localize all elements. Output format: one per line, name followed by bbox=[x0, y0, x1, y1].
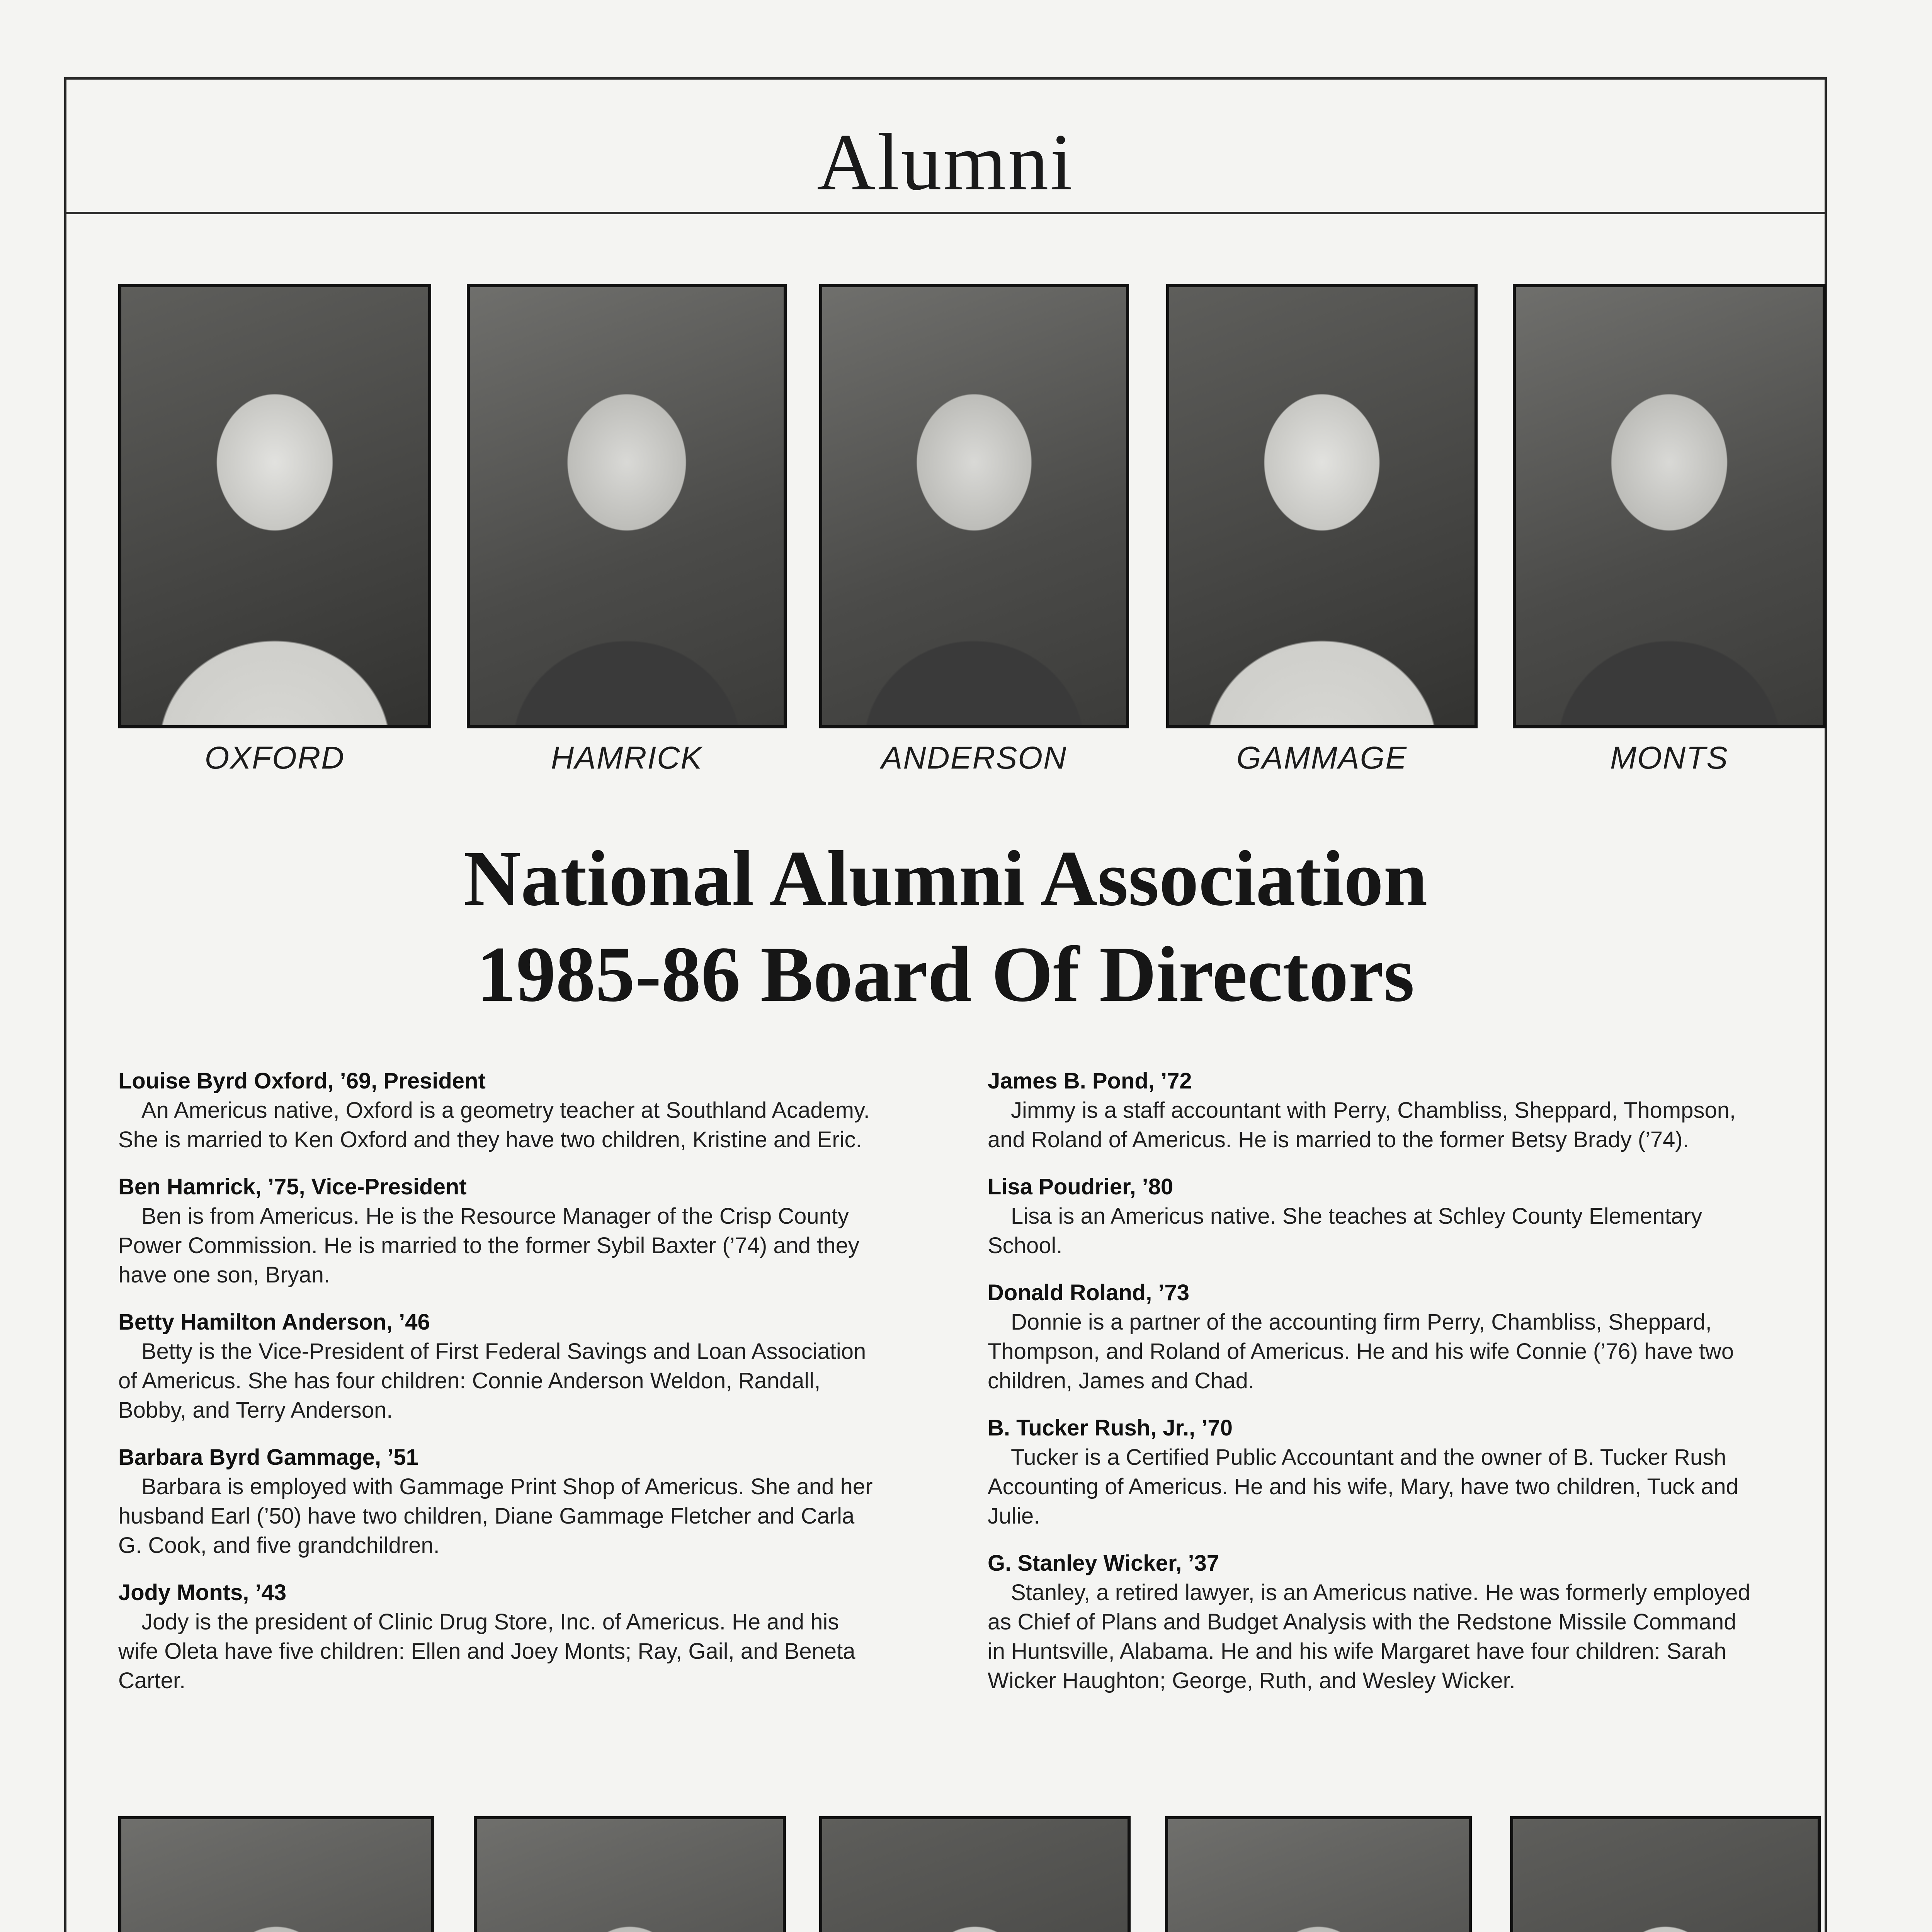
director-name: James B. Pond, ’72 bbox=[988, 1068, 1192, 1094]
director-name: Lisa Poudrier, ’80 bbox=[988, 1174, 1173, 1199]
director-name: Louise Byrd Oxford, ’69, President bbox=[118, 1068, 486, 1094]
portrait-anderson bbox=[819, 284, 1129, 728]
portrait-roland bbox=[819, 1816, 1131, 1932]
portrait-pond bbox=[118, 1816, 434, 1932]
right-column bbox=[988, 1066, 1753, 1713]
director-bio: Tucker is a Certified Public Accountant and the owner of B. Tucker Rush Accounting of Americus. He and his wife, Mary, have two children, Tuck and Julie. bbox=[988, 1445, 1738, 1529]
section-title bbox=[64, 116, 1827, 209]
director-name: Jody Monts, ’43 bbox=[118, 1580, 287, 1605]
director-bio: Lisa is an Americus native. She teaches at Schley County Elementary School. bbox=[988, 1204, 1702, 1258]
headline-line-1: National Alumni Association bbox=[463, 835, 1428, 922]
director-bio: Stanley, a retired lawyer, is an Americus native. He was formerly employed as Chief of Plans and Budget Analysis with the Redstone Missile Command in Huntsville, Alabama. He and his wife Margaret have four children: Sarah Wicker Haughton; George, Ruth, and Wesley Wicker. bbox=[988, 1580, 1750, 1693]
portrait-gammage bbox=[1166, 284, 1478, 728]
portrait-rush bbox=[1165, 1816, 1472, 1932]
director-entry bbox=[118, 1308, 883, 1425]
director-name: G. Stanley Wicker, ’37 bbox=[988, 1551, 1219, 1576]
portrait-oxford bbox=[118, 284, 431, 728]
director-bio: Betty is the Vice-President of First Federal Savings and Loan Association of Americus. She has four children: Connie Anderson Weldon, Randall, Bobby, and Terry Anderson. bbox=[118, 1339, 866, 1423]
photo-label-hamrick: HAMRICK bbox=[551, 740, 703, 776]
director-bio: Donnie is a partner of the accounting firm Perry, Chambliss, Sheppard, Thompson, and Roland of Americus. He and his wife Connie (’76) have two children, James and Chad. bbox=[988, 1310, 1734, 1393]
director-entry bbox=[988, 1172, 1753, 1260]
director-name: Donald Roland, ’73 bbox=[988, 1280, 1190, 1305]
director-name: Barbara Byrd Gammage, ’51 bbox=[118, 1445, 418, 1470]
portrait-monts bbox=[1513, 284, 1826, 728]
director-bio: Jody is the president of Clinic Drug Store, Inc. of Americus. He and his wife Oleta have five children: Ellen and Joey Monts; Ray, Gail, and Beneta Carter. bbox=[118, 1609, 855, 1693]
portrait-wicker bbox=[1510, 1816, 1821, 1932]
director-entry bbox=[988, 1549, 1753, 1696]
portrait-hamrick bbox=[467, 284, 787, 728]
director-entry bbox=[118, 1172, 883, 1290]
photo-label-monts: MONTS bbox=[1610, 740, 1729, 776]
photo-label-oxford: OXFORD bbox=[204, 740, 345, 776]
director-name: Betty Hamilton Anderson, ’46 bbox=[118, 1310, 430, 1335]
director-name: Ben Hamrick, ’75, Vice-President bbox=[118, 1174, 467, 1199]
director-bio: Jimmy is a staff accountant with Perry, Chambliss, Sheppard, Thompson, and Roland of Americus. He is married to the former Betsy Brady (’74). bbox=[988, 1098, 1736, 1152]
section-title-text: Alumni bbox=[817, 117, 1074, 207]
director-entry bbox=[988, 1278, 1753, 1396]
director-entry bbox=[118, 1578, 883, 1696]
director-bio: Barbara is employed with Gammage Print Shop of Americus. She and her husband Earl (’50) have two children, Diane Gammage Fletcher and Carla G. Cook, and five grandchildren. bbox=[118, 1474, 873, 1558]
director-bio: An Americus native, Oxford is a geometry teacher at Southland Academy. She is married to Ken Oxford and they have two children, Kristine and Eric. bbox=[118, 1098, 870, 1152]
portrait-poudrier bbox=[474, 1816, 786, 1932]
photo-label-gammage: GAMMAGE bbox=[1236, 740, 1408, 776]
headline-line-2: 1985-86 Board Of Directors bbox=[476, 930, 1415, 1018]
director-entry bbox=[988, 1066, 1753, 1155]
director-entry bbox=[118, 1066, 883, 1155]
director-name: B. Tucker Rush, Jr., ’70 bbox=[988, 1415, 1233, 1440]
left-column bbox=[118, 1066, 883, 1713]
photo-label-anderson: ANDERSON bbox=[881, 740, 1067, 776]
header-rule bbox=[64, 212, 1827, 214]
headline bbox=[64, 831, 1827, 1022]
director-entry bbox=[988, 1413, 1753, 1531]
director-entry bbox=[118, 1443, 883, 1560]
director-bio: Ben is from Americus. He is the Resource Manager of the Crisp County Power Commission. He is married to the former Sybil Baxter (’74) and they have one son, Bryan. bbox=[118, 1204, 859, 1287]
